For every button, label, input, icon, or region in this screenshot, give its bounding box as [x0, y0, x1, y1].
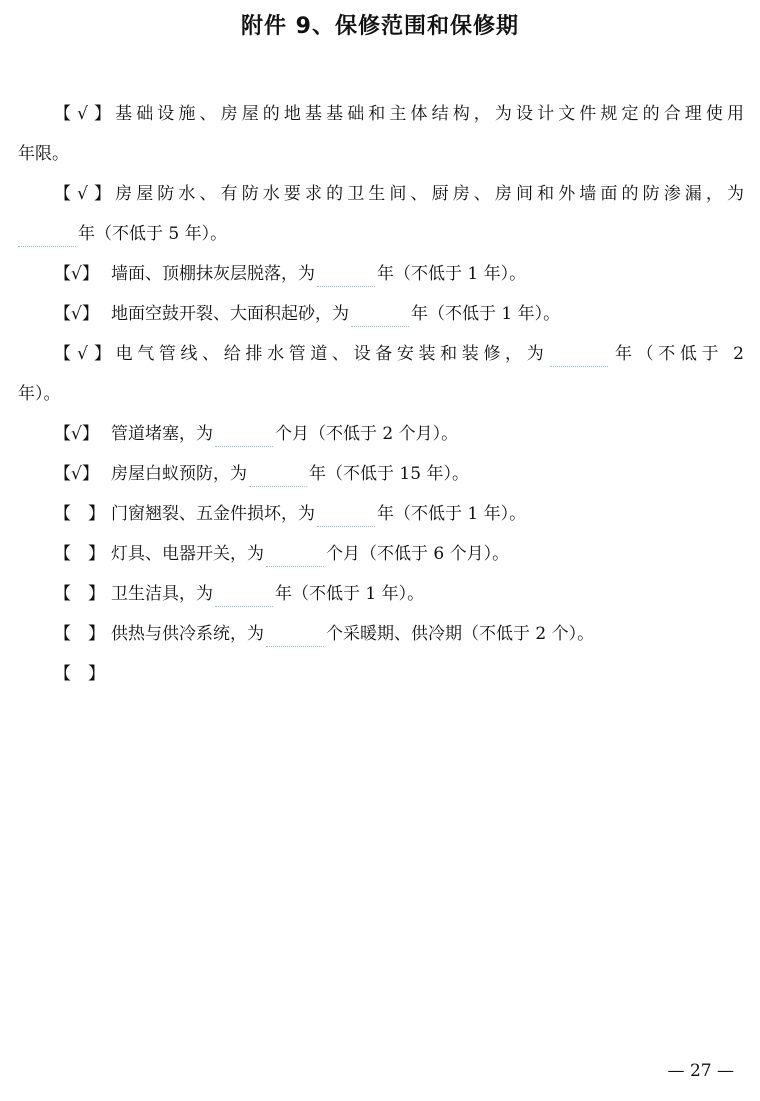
item-text-tail: 年（不低于 1 年）。: [377, 504, 527, 524]
period-blank[interactable]: [266, 544, 324, 567]
checkbox-mark: 【 】: [54, 664, 105, 684]
period-blank[interactable]: [550, 344, 608, 367]
item-text: 电气管线、给排水管道、设备安装和装修，为: [111, 344, 549, 364]
item-text-tail: 年（不低于 1 年）。: [411, 304, 561, 324]
checkbox-mark: 【√】: [54, 184, 111, 204]
item-text-tail: 年（不低于 15 年）。: [309, 464, 469, 484]
item-text-cont: 年（不低于 5 年）。: [78, 224, 228, 244]
checkbox-mark: 【√】: [54, 264, 99, 284]
period-blank[interactable]: [215, 584, 273, 607]
warranty-item-other: [18, 654, 744, 694]
item-text: 卫生洁具，为: [111, 584, 213, 604]
warranty-item-pipe-blockage: [18, 414, 744, 454]
warranty-item-heating-cooling: [18, 614, 744, 654]
period-blank[interactable]: [317, 264, 375, 287]
item-text: 供热与供冷系统，为: [111, 624, 264, 644]
warranty-item-structure: [18, 94, 744, 134]
checkbox-mark: 【 】: [54, 584, 105, 604]
warranty-item-electrical-cont: [18, 374, 744, 414]
item-text-cont: 年限。: [18, 144, 69, 164]
period-blank[interactable]: [249, 464, 307, 487]
warranty-item-structure-cont: [18, 134, 744, 174]
period-blank[interactable]: [215, 424, 273, 447]
warranty-item-electrical: [18, 334, 744, 374]
warranty-item-sanitary: [18, 574, 744, 614]
checkbox-mark: 【√】: [54, 344, 111, 364]
warranty-list: [18, 94, 744, 694]
item-text-tail: 年（不低于 2: [610, 344, 744, 364]
period-blank[interactable]: [351, 304, 409, 327]
warranty-item-floor: [18, 294, 744, 334]
item-text: 墙面、顶棚抹灰层脱落，为: [111, 264, 315, 284]
page-title: 附件 9、保修范围和保修期: [241, 14, 519, 39]
checkbox-mark: 【 】: [54, 624, 105, 644]
item-text: 基础设施、房屋的地基基础和主体结构，为设计文件规定的合理使用: [111, 104, 744, 124]
warranty-item-waterproofing-cont: [18, 214, 744, 254]
item-text-tail: 年（不低于 1 年）。: [275, 584, 425, 604]
item-text-tail: 年（不低于 1 年）。: [377, 264, 527, 284]
period-blank[interactable]: [317, 504, 375, 527]
checkbox-mark: 【√】: [54, 464, 99, 484]
warranty-item-waterproofing: [18, 174, 744, 214]
checkbox-mark: 【√】: [54, 304, 99, 324]
period-blank[interactable]: [18, 224, 76, 247]
warranty-item-lighting: [18, 534, 744, 574]
checkbox-mark: 【√】: [54, 424, 99, 444]
page-number: — 27 —: [667, 1061, 734, 1081]
item-text: 门窗翘裂、五金件损坏，为: [111, 504, 315, 524]
item-text: 房屋防水、有防水要求的卫生间、厨房、房间和外墙面的防渗漏，为: [111, 184, 744, 204]
item-text-tail: 个采暖期、供冷期（不低于 2 个）。: [326, 624, 595, 644]
period-blank[interactable]: [266, 624, 324, 647]
checkbox-mark: 【 】: [54, 504, 105, 524]
warranty-item-windows: [18, 494, 744, 534]
item-text: 地面空鼓开裂、大面积起砂，为: [111, 304, 349, 324]
item-text: 灯具、电器开关，为: [111, 544, 264, 564]
item-text-tail: 个月（不低于 6 个月）。: [326, 544, 510, 564]
item-text-tail: 个月（不低于 2 个月）。: [275, 424, 459, 444]
warranty-item-termite: [18, 454, 744, 494]
checkbox-mark: 【√】: [54, 104, 111, 124]
item-text-cont: 年）。: [18, 384, 61, 404]
item-text: 管道堵塞，为: [111, 424, 213, 444]
checkbox-mark: 【 】: [54, 544, 105, 564]
warranty-item-plaster: [18, 254, 744, 294]
item-text: 房屋白蚁预防，为: [111, 464, 247, 484]
